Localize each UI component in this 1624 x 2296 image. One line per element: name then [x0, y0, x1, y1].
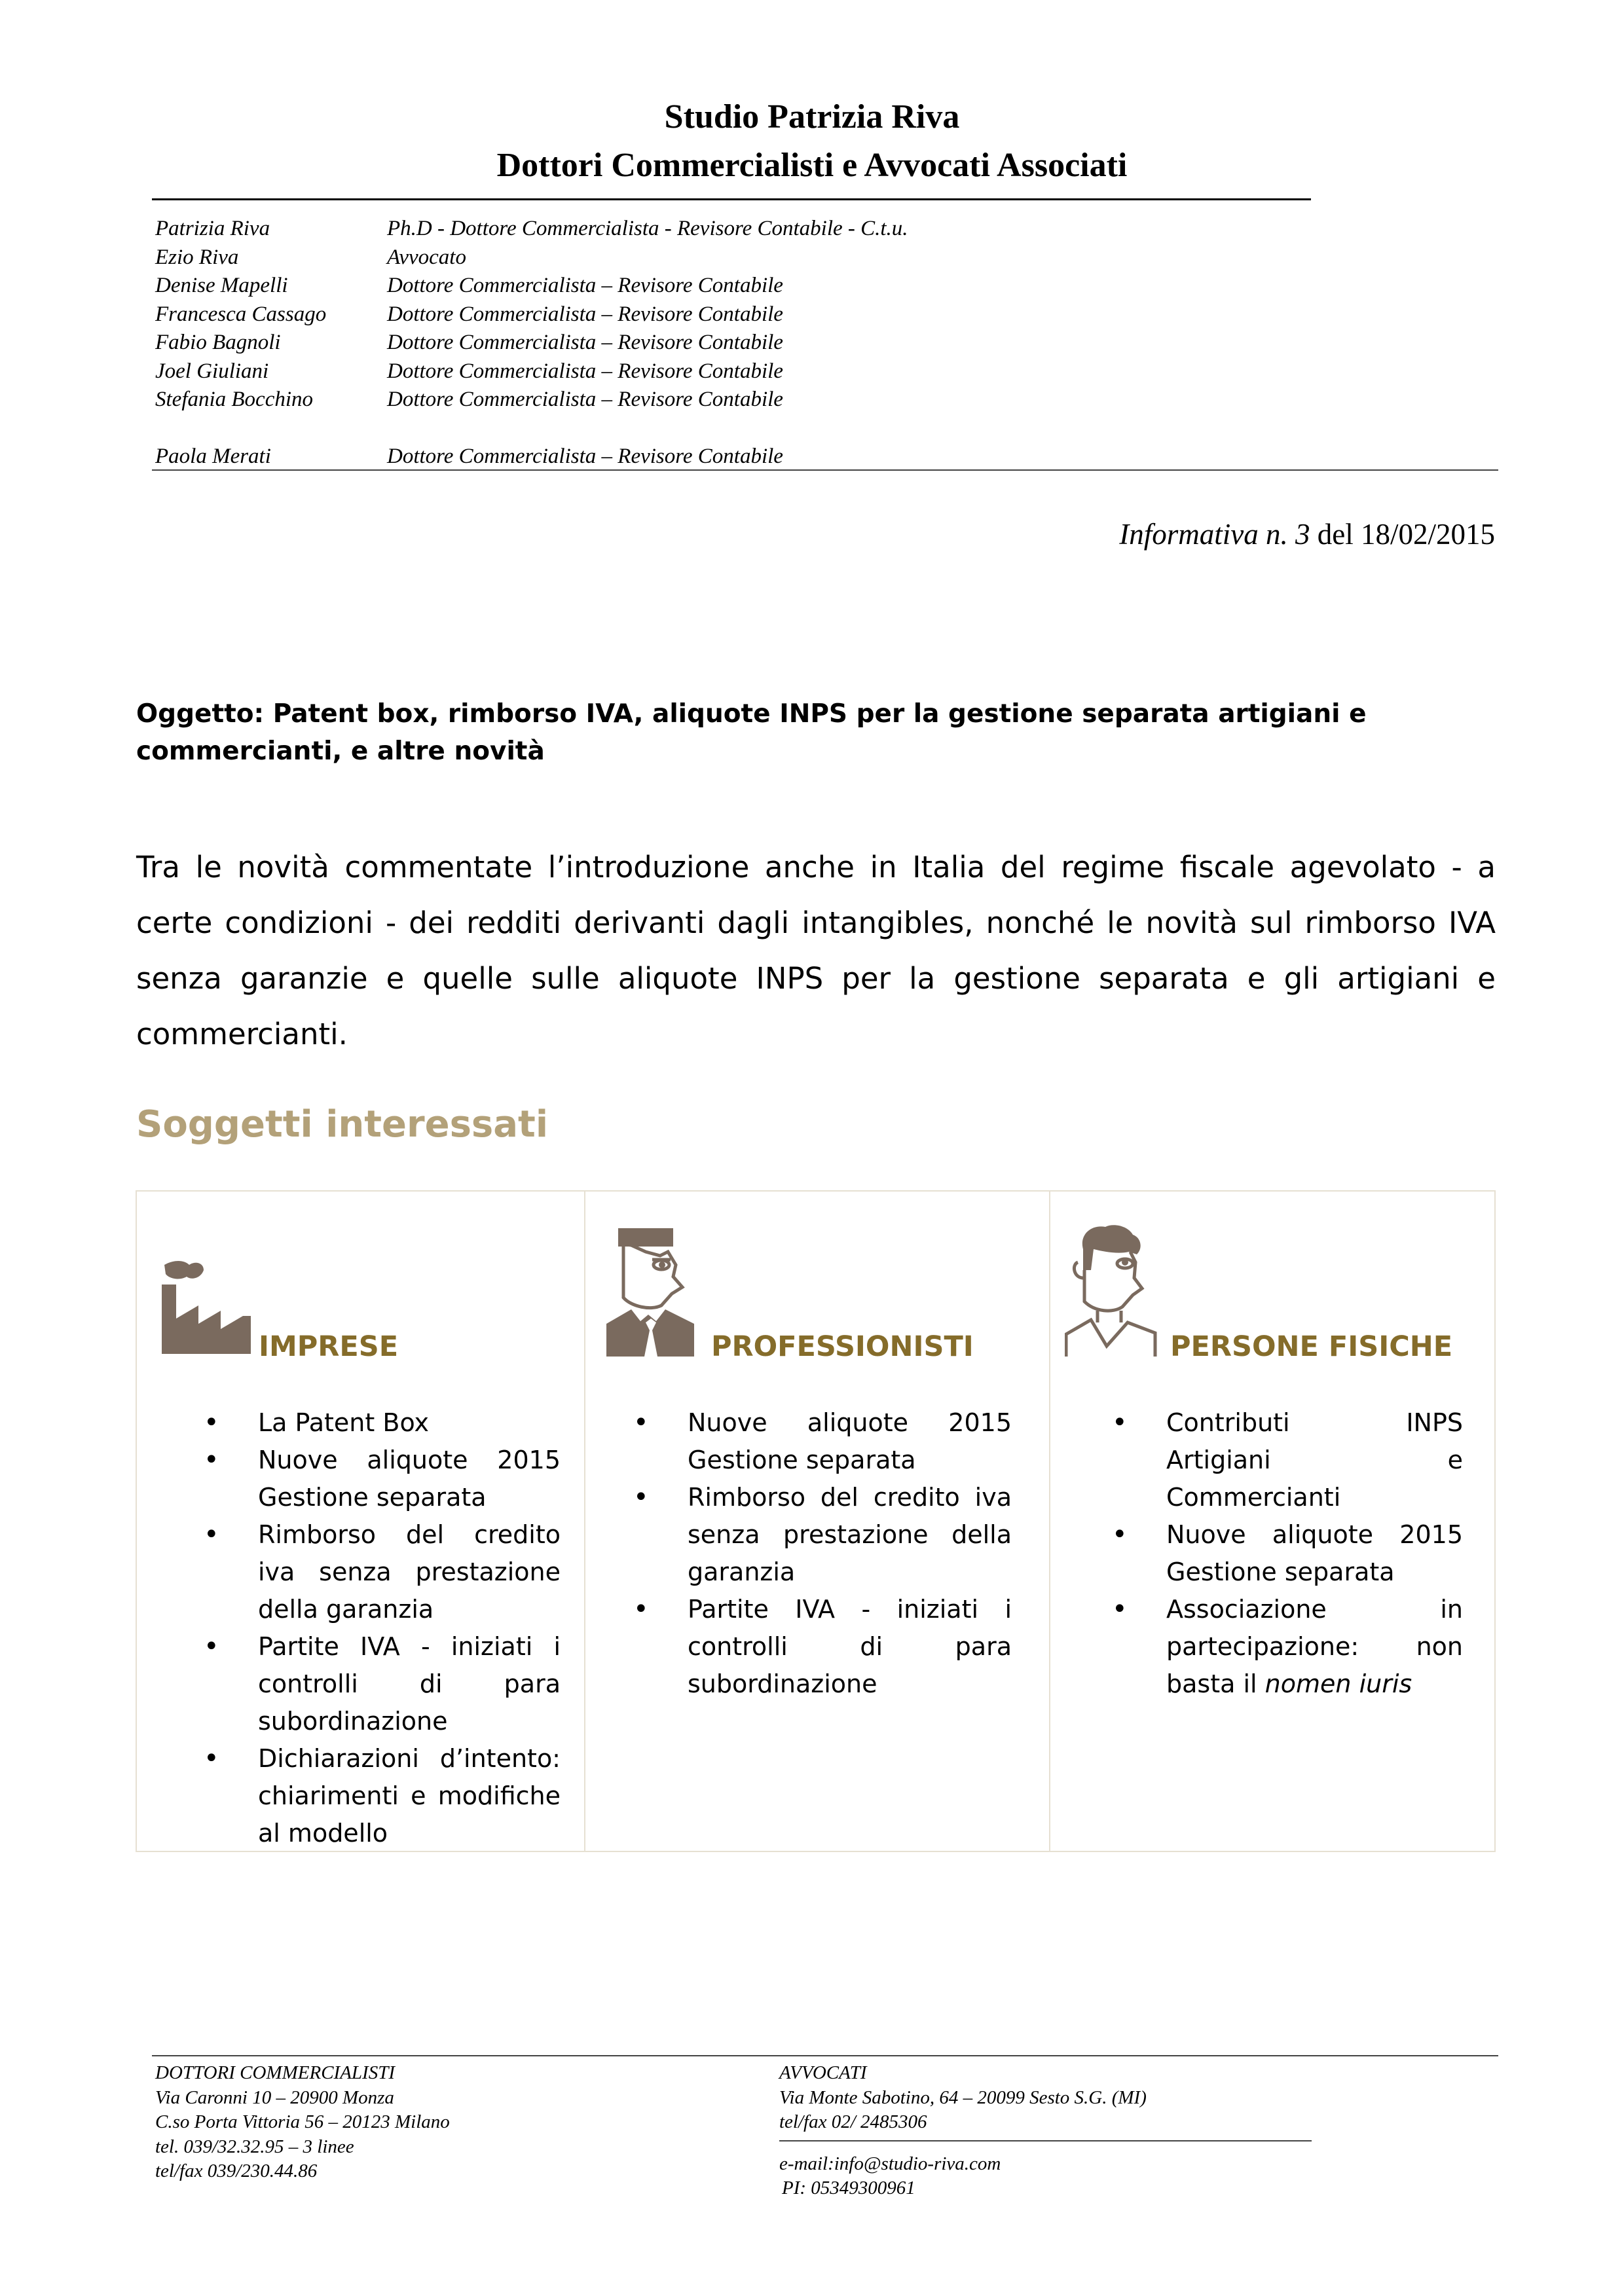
member-name: Ezio Riva — [155, 245, 239, 269]
list-item-italic: nomen iuris — [1264, 1669, 1412, 1698]
member-name: Paola Merati — [155, 444, 271, 468]
list-item: • Partite IVA - iniziati i controlli di para subordinazione — [204, 1628, 561, 1740]
subjects-table — [136, 1190, 1496, 1852]
footer-vat: PI: 05349300961 — [782, 2178, 915, 2198]
informativa-line — [1119, 517, 1495, 551]
person-icon — [1065, 1223, 1163, 1357]
member-name: Denise Mapelli — [155, 274, 288, 297]
list-item-text: Associazione in partecipazione: non basta il — [1166, 1595, 1463, 1698]
column-professionisti — [584, 1192, 1049, 1851]
list-item: • Dichiarazioni d’intento: chiarimenti e modifiche al modello — [204, 1740, 561, 1852]
footer-line: tel. 039/32.32.95 – 3 linee — [155, 2136, 354, 2157]
member-role: Dottore Commercialista – Revisore Contabile — [387, 444, 783, 468]
letterhead — [0, 93, 1624, 190]
informativa-number: Informativa n. 3 — [1119, 518, 1310, 551]
member-role: Dottore Commercialista – Revisore Contabile — [387, 359, 783, 383]
member-role: Avvocato — [387, 245, 466, 269]
member-name: Francesca Cassago — [155, 302, 327, 326]
column-title: PROFESSIONISTI — [711, 1330, 974, 1363]
column-list — [204, 1404, 561, 1852]
list-item: • Partite IVA - iniziati i controlli di para subordinazione — [633, 1591, 1012, 1703]
column-title: PERSONE FISICHE — [1170, 1330, 1453, 1363]
list-item: • Rimborso del credito iva senza prestazione della garanzia — [633, 1479, 1012, 1591]
column-list — [633, 1404, 1012, 1703]
list-item: • Nuove aliquote 2015 Gestione separata — [1112, 1516, 1463, 1591]
factory-icon — [160, 1258, 252, 1355]
footer-left — [155, 2061, 450, 2184]
column-title: IMPRESE — [259, 1330, 399, 1363]
member-name: Fabio Bagnoli — [155, 331, 281, 354]
businessman-icon — [605, 1226, 697, 1357]
list-item — [1112, 1591, 1463, 1703]
member-name: Joel Giuliani — [155, 359, 269, 383]
footer-line: Via Monte Sabotino, 64 – 20099 Sesto S.G. (MI) — [779, 2086, 1147, 2108]
intro-paragraph: Tra le novità commentate l’introduzione anche in Italia del regime fiscale agevolato - a certe condizioni - dei redditi derivanti dagli intangibles, nonché le novità sul rimborso IVA senza garanzie e quelle sulle aliquote INPS per la gestione separata e gli artigiani e commercianti. — [136, 850, 1496, 1051]
member-role: Dottore Commercialista – Revisore Contabile — [387, 331, 783, 354]
list-item: • Nuove aliquote 2015 Gestione separata — [204, 1442, 561, 1516]
member-role: Dottore Commercialista – Revisore Contabile — [387, 388, 783, 411]
member-role: Dottore Commercialista – Revisore Contabile — [387, 274, 783, 297]
member-role: Ph.D - Dottore Commercialista - Revisore Contabile - C.t.u. — [387, 217, 908, 240]
subject-line: Oggetto: Patent box, rimborso IVA, aliquote INPS per la gestione separata artigiani e commercianti, e altre novità — [136, 699, 1367, 766]
members-divider — [152, 469, 1498, 471]
header-divider — [152, 198, 1311, 200]
footer-line: AVVOCATI — [779, 2062, 867, 2083]
footer-line: C.so Porta Vittoria 56 – 20123 Milano — [155, 2111, 450, 2132]
list-item: • Contributi INPS Artigiani e Commercianti — [1112, 1404, 1463, 1516]
footer-email: e-mail:info@studio-riva.com — [779, 2153, 1001, 2174]
list-item: • Rimborso del credito iva senza prestazione della garanzia — [204, 1516, 561, 1628]
footer-line: tel/fax 039/230.44.86 — [155, 2160, 318, 2181]
informativa-date: del 18/02/2015 — [1310, 518, 1495, 551]
studio-subtitle: Dottori Commercialisti e Avvocati Associati — [496, 147, 1128, 184]
list-item: • Nuove aliquote 2015 Gestione separata — [633, 1404, 1012, 1479]
member-name: Patrizia Riva — [155, 217, 270, 240]
footer-line: DOTTORI COMMERCIALISTI — [155, 2062, 395, 2083]
section-heading: Soggetti interessati — [136, 1103, 549, 1146]
footer-line: tel/fax 02/ 2485306 — [779, 2111, 927, 2132]
footer-right-divider — [779, 2140, 1312, 2141]
footer-right — [779, 2061, 1312, 2201]
member-role: Dottore Commercialista – Revisore Contabile — [387, 302, 783, 326]
footer-line: Via Caronni 10 – 20900 Monza — [155, 2086, 394, 2108]
studio-name: Studio Patrizia Riva — [664, 98, 960, 136]
member-name: Stefania Bocchino — [155, 388, 314, 411]
list-item: • La Patent Box — [204, 1404, 561, 1442]
column-imprese — [137, 1192, 584, 1851]
column-persone-fisiche — [1049, 1192, 1494, 1851]
footer-divider — [152, 2055, 1498, 2056]
column-list — [1112, 1404, 1463, 1703]
